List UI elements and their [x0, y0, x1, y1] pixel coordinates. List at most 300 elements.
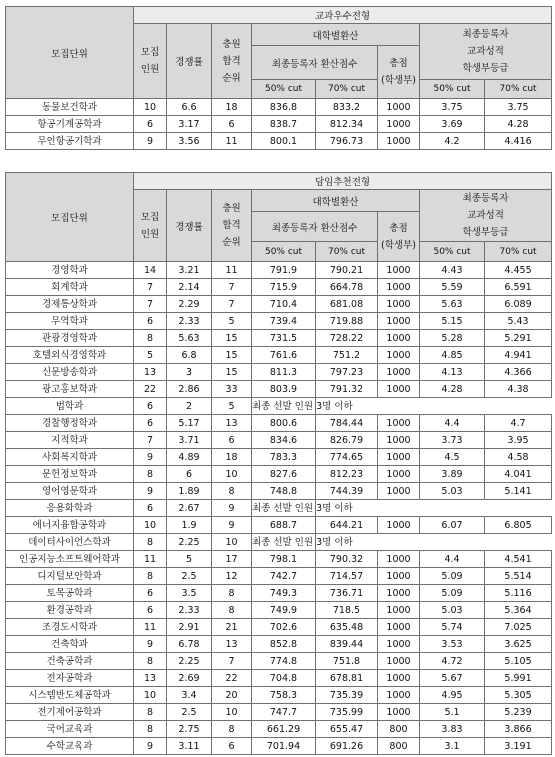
table-cell: 6.78	[167, 636, 212, 653]
table-cell: 751.8	[316, 653, 378, 670]
department-name: 지적학과	[6, 432, 134, 449]
table-cell: 1000	[378, 636, 420, 653]
table-cell: 13	[134, 364, 167, 381]
table-cell: 6	[134, 116, 167, 133]
table-cell: 6	[212, 432, 252, 449]
table-cell: 797.23	[316, 364, 378, 381]
table-row	[6, 116, 552, 133]
table-cell: 5.291	[485, 330, 552, 347]
table-cell: 1000	[378, 602, 420, 619]
table-cell: 5.1	[420, 704, 485, 721]
table-cell: 15	[212, 364, 252, 381]
table-cell: 3.191	[485, 738, 552, 755]
table-cell: 4.72	[420, 653, 485, 670]
table-cell: 12	[212, 568, 252, 585]
table-cell: 1000	[378, 687, 420, 704]
department-name: 회계학과	[6, 279, 134, 296]
department-name: 문헌정보학과	[6, 466, 134, 483]
header-final-grade: 최종등록자 교과성적 학생부등급	[420, 190, 552, 242]
table-cell: 736.71	[316, 585, 378, 602]
table-cell: 8	[134, 653, 167, 670]
table-row	[6, 602, 552, 619]
table-cell: 6.07	[420, 517, 485, 534]
table-cell: 5	[212, 398, 252, 415]
table-cell: 1000	[378, 432, 420, 449]
table-cell: 800	[378, 721, 420, 738]
table-cell: 6	[134, 500, 167, 517]
table-cell: 1000	[378, 551, 420, 568]
table-cell: 1000	[378, 517, 420, 534]
table-cell: 800.1	[252, 133, 316, 150]
table-cell: 3.56	[167, 133, 212, 150]
table-row	[6, 704, 552, 721]
table-row	[6, 517, 552, 534]
department-name: 국어교육과	[6, 721, 134, 738]
table-cell: 5.63	[167, 330, 212, 347]
table-cell: 728.22	[316, 330, 378, 347]
table-cell: 4.4	[420, 415, 485, 432]
header-unit: 모집단위	[6, 173, 134, 262]
table-cell: 812.23	[316, 466, 378, 483]
table-row	[6, 364, 552, 381]
department-name: 경영학과	[6, 262, 134, 279]
table-cell: 11	[212, 262, 252, 279]
table-cell: 839.44	[316, 636, 378, 653]
table-cell: 1000	[378, 296, 420, 313]
table-cell: 5	[167, 551, 212, 568]
table-cell: 5.364	[485, 602, 552, 619]
section-title: 교과우수전형	[134, 7, 552, 24]
table-cell: 9	[134, 636, 167, 653]
table-cell: 5.74	[420, 619, 485, 636]
table-cell: 644.21	[316, 517, 378, 534]
table-cell: 4.43	[420, 262, 485, 279]
section-title: 담임추천전형	[134, 173, 552, 190]
header-grade-70cut: 70% cut	[485, 80, 552, 99]
table-cell: 5.28	[420, 330, 485, 347]
table-cell: 701.94	[252, 738, 316, 755]
table-cell: 852.8	[252, 636, 316, 653]
table-cell: 22	[134, 381, 167, 398]
table-cell: 1000	[378, 330, 420, 347]
table-row	[6, 330, 552, 347]
table-cell: 6	[134, 602, 167, 619]
table-cell: 5.03	[420, 483, 485, 500]
table-cell: 1000	[378, 466, 420, 483]
table-cell: 5.116	[485, 585, 552, 602]
table-cell: 9	[134, 738, 167, 755]
table-cell: 5.09	[420, 568, 485, 585]
table-cell: 3.69	[420, 116, 485, 133]
table-cell: 2.91	[167, 619, 212, 636]
table-cell: 최종 선발 인원 3명 이하	[252, 398, 316, 415]
table-cell: 11	[134, 551, 167, 568]
table-body	[6, 99, 552, 150]
table-row	[6, 133, 552, 150]
header-final-conv: 최종등록자 환산점수	[252, 212, 378, 242]
table-cell: 5.03	[420, 602, 485, 619]
table-cell: 688.7	[252, 517, 316, 534]
table-row	[6, 551, 552, 568]
table-cell: 3.89	[420, 466, 485, 483]
table-cell: 1000	[378, 568, 420, 585]
table-cell: 2.14	[167, 279, 212, 296]
table-cell: 8	[212, 585, 252, 602]
table-cell: 838.7	[252, 116, 316, 133]
table-cell: 5.59	[420, 279, 485, 296]
table-row	[6, 296, 552, 313]
table-row	[6, 636, 552, 653]
table-cell: 834.6	[252, 432, 316, 449]
table-cell: 5.239	[485, 704, 552, 721]
table-cell: 691.26	[316, 738, 378, 755]
table-cell: 3.866	[485, 721, 552, 738]
table-cell: 5	[134, 347, 167, 364]
table-cell: 2.86	[167, 381, 212, 398]
table-cell: 751.2	[316, 347, 378, 364]
table-cell: 719.88	[316, 313, 378, 330]
table-cell: 1000	[378, 133, 420, 150]
table-cell: 9	[134, 133, 167, 150]
table-cell: 5.09	[420, 585, 485, 602]
table-cell: 800	[378, 738, 420, 755]
department-name: 경제통상학과	[6, 296, 134, 313]
table-cell: 4.366	[485, 364, 552, 381]
table-cell: 811.3	[252, 364, 316, 381]
table-cell: 3.4	[167, 687, 212, 704]
table-cell: 8	[134, 568, 167, 585]
table-cell: 6.8	[167, 347, 212, 364]
table-cell: 10	[134, 517, 167, 534]
table-cell: 4.38	[485, 381, 552, 398]
table-gyogwa	[5, 6, 552, 150]
table-row	[6, 534, 552, 551]
table-cell: 2.33	[167, 313, 212, 330]
table-cell: 1.89	[167, 483, 212, 500]
table-cell: 9	[212, 500, 252, 517]
table-cell: 11	[212, 133, 252, 150]
table-cell: 4.28	[420, 381, 485, 398]
table-row	[6, 653, 552, 670]
table-cell: 5.514	[485, 568, 552, 585]
table-cell: 774.65	[316, 449, 378, 466]
table-cell: 7	[134, 296, 167, 313]
header-50cut: 50% cut	[252, 80, 316, 99]
table-cell: 20	[212, 687, 252, 704]
table-row	[6, 585, 552, 602]
table-cell: 761.6	[252, 347, 316, 364]
department-name: 무역학과	[6, 313, 134, 330]
table-cell: 4.941	[485, 347, 552, 364]
table-cell: 1000	[378, 585, 420, 602]
department-name: 데이터사이언스학과	[6, 534, 134, 551]
header-total: 총점 (학생부)	[378, 212, 420, 262]
header-grade-70cut: 70% cut	[485, 242, 552, 262]
table-cell: 4.416	[485, 133, 552, 150]
table-cell: 11	[134, 619, 167, 636]
department-name: 건축공학과	[6, 653, 134, 670]
table-cell: 710.4	[252, 296, 316, 313]
table-cell: 5.63	[420, 296, 485, 313]
table-cell: 735.99	[316, 704, 378, 721]
table-cell: 1000	[378, 483, 420, 500]
table-cell: 4.95	[420, 687, 485, 704]
table-cell: 3.53	[420, 636, 485, 653]
table-cell: 744.39	[316, 483, 378, 500]
table-cell: 5.43	[485, 313, 552, 330]
table-cell: 1000	[378, 279, 420, 296]
table-cell: 4.13	[420, 364, 485, 381]
department-name: 에너지융합공학과	[6, 517, 134, 534]
table-row	[6, 415, 552, 432]
table-row	[6, 738, 552, 755]
table-cell: 3	[167, 364, 212, 381]
table-cell: 6	[212, 116, 252, 133]
table-cell: 4.2	[420, 133, 485, 150]
table-cell: 678.81	[316, 670, 378, 687]
table-cell: 5.991	[485, 670, 552, 687]
header-grade-50cut: 50% cut	[420, 242, 485, 262]
table-cell: 803.9	[252, 381, 316, 398]
department-name: 인공지능소프트웨어학과	[6, 551, 134, 568]
table-cell: 6	[134, 585, 167, 602]
table-cell: 10	[134, 99, 167, 116]
table-row	[6, 721, 552, 738]
table-cell: 791.32	[316, 381, 378, 398]
header-final-grade: 최종등록자 교과성적 학생부등급	[420, 24, 552, 80]
table-row	[6, 500, 552, 517]
table-cell: 18	[212, 449, 252, 466]
table-cell: 1000	[378, 364, 420, 381]
table-cell: 3.95	[485, 432, 552, 449]
table-row	[6, 670, 552, 687]
table-cell: 5.141	[485, 483, 552, 500]
table-cell: 715.9	[252, 279, 316, 296]
table-row	[6, 432, 552, 449]
department-name: 전자공학과	[6, 670, 134, 687]
header-conversion: 대학별환산	[252, 190, 420, 212]
table-cell: 8	[134, 704, 167, 721]
table-cell: 2	[167, 398, 212, 415]
table-cell: 1000	[378, 415, 420, 432]
table-cell: 2.25	[167, 534, 212, 551]
table-cell: 5	[212, 313, 252, 330]
department-name: 법학과	[6, 398, 134, 415]
table-cell: 5.15	[420, 313, 485, 330]
table-cell: 2.29	[167, 296, 212, 313]
table-cell: 3.83	[420, 721, 485, 738]
department-name: 항공기계공학과	[6, 116, 134, 133]
department-name: 관광경영학과	[6, 330, 134, 347]
table-cell: 13	[134, 670, 167, 687]
table-cell: 5.105	[485, 653, 552, 670]
table-cell: 9	[134, 449, 167, 466]
table-cell: 3.625	[485, 636, 552, 653]
department-name: 경찰행정학과	[6, 415, 134, 432]
table-cell: 826.79	[316, 432, 378, 449]
table-cell: 833.2	[316, 99, 378, 116]
table-row	[6, 99, 552, 116]
table-cell: 6.591	[485, 279, 552, 296]
table-row	[6, 347, 552, 364]
department-name: 시스템반도체공학과	[6, 687, 134, 704]
table-cell: 3.71	[167, 432, 212, 449]
table-cell: 8	[134, 466, 167, 483]
table-cell: 655.47	[316, 721, 378, 738]
table-cell: 21	[212, 619, 252, 636]
table-cell: 812.34	[316, 116, 378, 133]
table-row	[6, 483, 552, 500]
header-grade-50cut: 50% cut	[420, 80, 485, 99]
table-cell: 783.3	[252, 449, 316, 466]
table-cell: 4.5	[420, 449, 485, 466]
header-rank: 충원 합격 순위	[212, 24, 252, 99]
department-name: 조경도시학과	[6, 619, 134, 636]
table-cell: 1000	[378, 347, 420, 364]
table-cell: 2.25	[167, 653, 212, 670]
table-cell: 8	[212, 602, 252, 619]
table-cell: 7	[134, 432, 167, 449]
table-cell: 10	[212, 704, 252, 721]
table-cell: 9	[134, 483, 167, 500]
department-name: 디지털보안학과	[6, 568, 134, 585]
table-cell: 4.28	[485, 116, 552, 133]
table-cell: 9	[212, 517, 252, 534]
header-recruit: 모집 인원	[134, 190, 167, 262]
table-cell: 15	[212, 347, 252, 364]
table-cell: 742.7	[252, 568, 316, 585]
table-cell: 1.9	[167, 517, 212, 534]
table-cell: 5.305	[485, 687, 552, 704]
department-name: 동물보건학과	[6, 99, 134, 116]
table-cell: 14	[134, 262, 167, 279]
table-cell: 798.1	[252, 551, 316, 568]
table-cell: 3.5	[167, 585, 212, 602]
table-cell: 749.3	[252, 585, 316, 602]
table-cell: 4.4	[420, 551, 485, 568]
table-cell: 6	[167, 466, 212, 483]
department-name: 사회복지학과	[6, 449, 134, 466]
table-cell: 7	[212, 653, 252, 670]
table-cell: 3.75	[485, 99, 552, 116]
department-name: 토목공학과	[6, 585, 134, 602]
department-name: 환경공학과	[6, 602, 134, 619]
table-cell: 731.5	[252, 330, 316, 347]
table-cell: 758.3	[252, 687, 316, 704]
table-cell: 7	[134, 279, 167, 296]
table-cell: 1000	[378, 381, 420, 398]
table-cell: 최종 선발 인원 3명 이하	[252, 500, 316, 517]
table-cell: 661.29	[252, 721, 316, 738]
table-cell: 1000	[378, 99, 420, 116]
table-body	[6, 262, 552, 755]
table-cell: 796.73	[316, 133, 378, 150]
table-row	[6, 262, 552, 279]
header-70cut: 70% cut	[316, 80, 378, 99]
table-cell: 4.541	[485, 551, 552, 568]
table-cell: 1000	[378, 313, 420, 330]
table-cell: 5.17	[167, 415, 212, 432]
table-cell: 4.7	[485, 415, 552, 432]
table-cell: 1000	[378, 262, 420, 279]
table-cell: 10	[134, 687, 167, 704]
table-cell: 2.75	[167, 721, 212, 738]
table-cell: 3.17	[167, 116, 212, 133]
table-row	[6, 398, 552, 415]
table-cell: 1000	[378, 704, 420, 721]
table-cell: 1000	[378, 619, 420, 636]
table-cell: 6.805	[485, 517, 552, 534]
table-cell: 8	[134, 721, 167, 738]
table-cell: 18	[212, 99, 252, 116]
table-row	[6, 466, 552, 483]
table-cell: 3.75	[420, 99, 485, 116]
table-cell: 7	[212, 296, 252, 313]
table-cell: 4.455	[485, 262, 552, 279]
table-cell: 1000	[378, 670, 420, 687]
table-cell: 3.73	[420, 432, 485, 449]
table-cell: 1000	[378, 449, 420, 466]
table-cell: 2.67	[167, 500, 212, 517]
table-cell: 6	[212, 738, 252, 755]
table-cell: 704.8	[252, 670, 316, 687]
department-name: 광고홍보학과	[6, 381, 134, 398]
table-cell: 8	[212, 483, 252, 500]
table-cell: 7.025	[485, 619, 552, 636]
table-cell: 6	[134, 398, 167, 415]
table-cell: 8	[134, 534, 167, 551]
table-cell: 6.089	[485, 296, 552, 313]
table-row	[6, 619, 552, 636]
table-cell: 827.6	[252, 466, 316, 483]
table-cell: 6.6	[167, 99, 212, 116]
table-cell: 2.5	[167, 704, 212, 721]
table-cell: 10	[212, 466, 252, 483]
table-row	[6, 279, 552, 296]
table-cell: 10	[212, 534, 252, 551]
table-cell: 714.57	[316, 568, 378, 585]
table-cell: 1000	[378, 653, 420, 670]
table-cell: 6	[134, 415, 167, 432]
header-rank: 충원 합격 순위	[212, 190, 252, 262]
table-cell: 2.33	[167, 602, 212, 619]
table-cell: 22	[212, 670, 252, 687]
table-cell: 790.21	[316, 262, 378, 279]
header-unit: 모집단위	[6, 7, 134, 99]
table-cell: 4.58	[485, 449, 552, 466]
table-row	[6, 568, 552, 585]
table-cell: 3.1	[420, 738, 485, 755]
department-name: 수학교육과	[6, 738, 134, 755]
table-row	[6, 313, 552, 330]
table-cell: 13	[212, 415, 252, 432]
table-cell: 6	[134, 313, 167, 330]
table-cell: 17	[212, 551, 252, 568]
department-name: 응용화학과	[6, 500, 134, 517]
table-cell: 4.85	[420, 347, 485, 364]
table-cell: 15	[212, 330, 252, 347]
header-recruit: 모집 인원	[134, 24, 167, 99]
department-name: 건축학과	[6, 636, 134, 653]
department-name: 신문방송학과	[6, 364, 134, 381]
table-cell: 790.32	[316, 551, 378, 568]
table-cell: 748.8	[252, 483, 316, 500]
table-row	[6, 449, 552, 466]
header-total: 총점 (학생부)	[378, 46, 420, 99]
table-cell: 3.11	[167, 738, 212, 755]
table-cell: 784.44	[316, 415, 378, 432]
table-cell: 800.6	[252, 415, 316, 432]
